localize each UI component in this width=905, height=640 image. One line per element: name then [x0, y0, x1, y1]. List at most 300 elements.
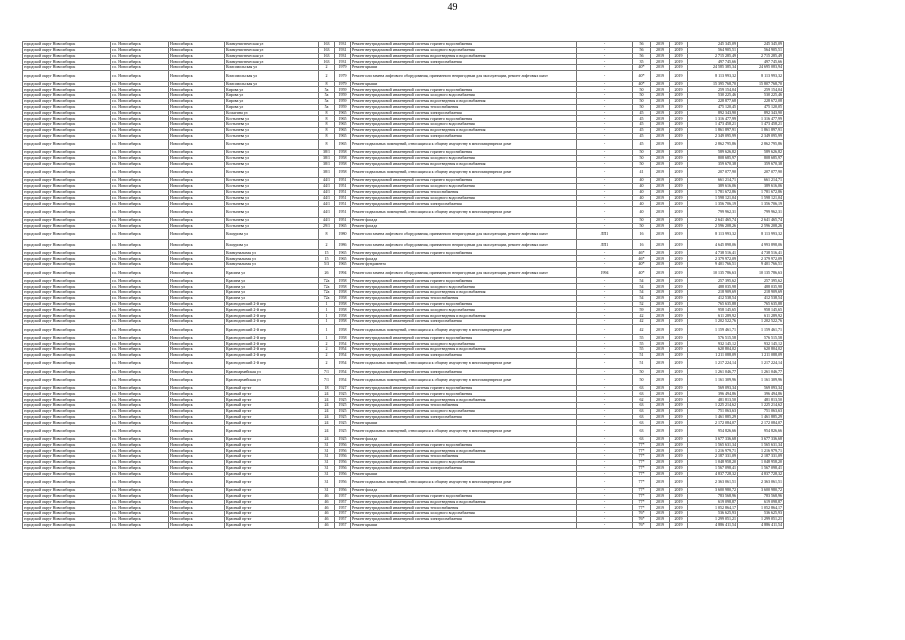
cell-house: 24: [319, 426, 335, 437]
cell-cost: 4 645 898,06: [688, 239, 738, 250]
cell-wear: 55: [633, 335, 651, 341]
cell-end-year: 2019: [670, 65, 688, 71]
cell-district: городской округ Новосибирск: [23, 307, 111, 313]
cell-work-type: Ремонт внутридомовой инженерной системы электроснабжения: [351, 319, 577, 325]
cell-settlement: г.о. Новосибирск: [111, 81, 169, 87]
cell-settlement: г.о. Новосибирск: [111, 127, 169, 133]
cell-house: 15: [319, 256, 335, 262]
cell-cost-total: 1 473 458,21: [738, 122, 784, 128]
cell-lift: -: [577, 256, 633, 262]
cell-cost: 228 877,68: [688, 98, 738, 104]
cell-cost: 497 745,66: [688, 59, 738, 65]
cell-cost: 751 063,63: [688, 408, 738, 414]
cell-work-type: Ремонт внутридомовой инженерной системы холодного водоснабжения: [351, 155, 577, 161]
cell-start-year: 2019: [651, 397, 670, 403]
cell-work-type: Ремонт подвальных помещений, относящихся к общему имуществу в многоквартирном доме: [351, 426, 577, 437]
cell-lift: -: [577, 155, 633, 161]
cell-lift: -: [577, 454, 633, 460]
cell-work-type: Ремонт фасада: [351, 217, 577, 223]
cell-district: городской округ Новосибирск: [23, 301, 111, 307]
cell-work-type: Ремонт или замена лифтового оборудования, признанного непригодным для эксплуатации, ремонт лифтовых шахт: [351, 267, 577, 278]
cell-work-type: Ремонт внутридомовой инженерной системы холодного водоснабжения: [351, 122, 577, 128]
cell-year: 1956: [335, 448, 351, 454]
cell-wear: 63: [633, 426, 651, 437]
table-row: [23, 375, 784, 386]
cell-cost-total: 564 905,51: [738, 47, 784, 53]
cell-settlement: г.о. Новосибирск: [111, 301, 169, 307]
cell-lift: -: [577, 369, 633, 375]
cell-settlement: г.о. Новосибирск: [111, 183, 169, 189]
cell-end-year: 2019: [670, 436, 688, 442]
cell-city: Новосибирск: [169, 70, 225, 81]
cell-start-year: 2019: [651, 477, 670, 488]
cell-cost-total: 259 154,04: [738, 87, 784, 93]
cell-work-type: Ремонт фундамента: [351, 262, 577, 268]
cell-year: 1965: [335, 223, 351, 229]
cell-lift: -: [577, 341, 633, 347]
cell-settlement: г.о. Новосибирск: [111, 442, 169, 448]
cell-district: городской округ Новосибирск: [23, 104, 111, 110]
cell-cost: 564 905,51: [688, 47, 738, 53]
cell-cost: 3 600 980,72: [688, 487, 738, 493]
cell-work-type: Ремонт крыши: [351, 471, 577, 477]
cell-wear: 45: [633, 133, 651, 139]
cell-end-year: 2019: [670, 375, 688, 386]
cell-street: Коммунистическая ул: [225, 47, 319, 53]
cell-year: 1951: [335, 178, 351, 184]
cell-cost-total: 589 626,82: [738, 150, 784, 156]
table-row: [23, 324, 784, 335]
cell-lift: -: [577, 183, 633, 189]
cell-cost-total: 569 093,34: [738, 385, 784, 391]
cell-end-year: 2019: [670, 465, 688, 471]
cell-cost: 1 461 885,29: [688, 414, 738, 420]
cell-end-year: 2019: [670, 267, 688, 278]
cell-house: 1: [319, 313, 335, 319]
cell-start-year: 2019: [651, 127, 670, 133]
cell-year: 1980: [335, 229, 351, 240]
cell-end-year: 2019: [670, 459, 688, 465]
cell-lift: -: [577, 195, 633, 201]
cell-work-type: Ремонт внутридомовой инженерной системы теплоснабжения: [351, 104, 577, 110]
cell-end-year: 2019: [670, 201, 688, 207]
cell-district: городской округ Новосибирск: [23, 183, 111, 189]
cell-cost-total: 2 379 972,09: [738, 256, 784, 262]
cell-start-year: 2019: [651, 256, 670, 262]
cell-cost-total: 207 077,90: [738, 167, 784, 178]
cell-house: 44/1: [319, 189, 335, 195]
cell-district: городской округ Новосибирск: [23, 448, 111, 454]
cell-city: Новосибирск: [169, 408, 225, 414]
cell-district: городской округ Новосибирск: [23, 511, 111, 517]
cell-street: Коммунистическая ул: [225, 59, 319, 65]
cell-city: Новосибирск: [169, 358, 225, 369]
cell-lift: -: [577, 347, 633, 353]
cell-end-year: 2019: [670, 516, 688, 522]
cell-start-year: 2019: [651, 516, 670, 522]
cell-street: Красный пр-кт: [225, 448, 319, 454]
table-row: [23, 522, 784, 528]
cell-street: Красный пр-кт: [225, 454, 319, 460]
cell-cost: 2 715 285,49: [688, 53, 738, 59]
cell-street: Костычева ул: [225, 150, 319, 156]
cell-city: Новосибирск: [169, 448, 225, 454]
cell-cost-total: 1 225 214,62: [738, 403, 784, 409]
cell-district: городской округ Новосибирск: [23, 217, 111, 223]
cell-lift: -: [577, 324, 633, 335]
cell-cost-total: 497 745,66: [738, 59, 784, 65]
cell-street: Косыгина ул: [225, 110, 319, 116]
cell-start-year: 2019: [651, 104, 670, 110]
cell-work-type: Ремонт внутридомовой инженерной системы холодного водоснабжения: [351, 307, 577, 313]
cell-street: Красный пр-кт: [225, 403, 319, 409]
cell-street: Красный пр-кт: [225, 522, 319, 528]
cell-lift: -: [577, 487, 633, 493]
cell-year: 1954: [335, 358, 351, 369]
cell-settlement: г.о. Новосибирск: [111, 189, 169, 195]
cell-house: 5а: [319, 104, 335, 110]
cell-lift: -: [577, 420, 633, 426]
cell-wear: 52: [633, 301, 651, 307]
cell-start-year: 2019: [651, 369, 670, 375]
cell-cost: 10 135 786,63: [688, 267, 738, 278]
cell-cost-total: 661 214,71: [738, 178, 784, 184]
cell-start-year: 2019: [651, 499, 670, 505]
cell-street: Кошурова ул: [225, 229, 319, 240]
cell-wear: 76*: [633, 516, 651, 522]
cell-city: Новосибирск: [169, 278, 225, 284]
cell-city: Новосибирск: [169, 347, 225, 353]
cell-house: 72а: [319, 295, 335, 301]
cell-work-type: Ремонт внутридомовой инженерной системы горячего водоснабжения: [351, 178, 577, 184]
cell-settlement: г.о. Новосибирск: [111, 133, 169, 139]
cell-street: Костычева ул: [225, 167, 319, 178]
cell-year: 1965: [335, 250, 351, 256]
cell-work-type: Ремонт внутридомовой инженерной системы горячего водоснабжения: [351, 150, 577, 156]
cell-wear: 40: [633, 207, 651, 218]
cell-start-year: 2019: [651, 347, 670, 353]
cell-house: 163: [319, 59, 335, 65]
cell-house: 31: [319, 487, 335, 493]
cell-lift: -: [577, 42, 633, 48]
cell-street: Красина ул: [225, 284, 319, 290]
cell-year: 1965: [335, 122, 351, 128]
cell-wear: 63: [633, 391, 651, 397]
cell-year: 1925: [335, 420, 351, 426]
cell-city: Новосибирск: [169, 477, 225, 488]
cell-street: Кирова ул: [225, 93, 319, 99]
cell-cost: 2 349 095,99: [688, 133, 738, 139]
cell-year: 1925: [335, 426, 351, 437]
cell-wear: 63: [633, 420, 651, 426]
cell-house: 24: [319, 403, 335, 409]
cell-cost-total: 10 135 786,63: [738, 267, 784, 278]
cell-wear: 77*: [633, 505, 651, 511]
cell-house: 31: [319, 477, 335, 488]
cell-year: 1925: [335, 391, 351, 397]
cell-wear: 54: [633, 284, 651, 290]
cell-start-year: 2019: [651, 87, 670, 93]
cell-year: 1927: [335, 385, 351, 391]
cell-cost: 1 567 098,41: [688, 465, 738, 471]
cell-district: городской округ Новосибирск: [23, 319, 111, 325]
cell-start-year: 2019: [651, 341, 670, 347]
cell-cost-total: 932 145,12: [738, 341, 784, 347]
cell-cost-total: 530 225,46: [738, 93, 784, 99]
cell-year: 1965: [335, 116, 351, 122]
cell-lift: -: [577, 319, 633, 325]
cell-start-year: 2019: [651, 420, 670, 426]
cell-lift: -: [577, 133, 633, 139]
cell-end-year: 2019: [670, 250, 688, 256]
cell-house: 7/1: [319, 375, 335, 386]
cell-year: 1958: [335, 313, 351, 319]
cell-cost: 808 685,97: [688, 155, 738, 161]
cell-city: Новосибирск: [169, 155, 225, 161]
cell-end-year: 2019: [670, 522, 688, 528]
cell-wear: 45: [633, 139, 651, 150]
cell-cost: 1 161 309,96: [688, 375, 738, 386]
cell-cost: 620 804,02: [688, 347, 738, 353]
cell-city: Новосибирск: [169, 369, 225, 375]
cell-lift: -: [577, 217, 633, 223]
cell-work-type: Ремонт внутридомовой инженерной системы водоотведения и водоснабжения: [351, 448, 577, 454]
cell-cost: 9 401 766,51: [688, 262, 738, 268]
cell-district: городской округ Новосибирск: [23, 341, 111, 347]
cell-work-type: Ремонт внутридомовой инженерной системы электроснабжения: [351, 352, 577, 358]
cell-street: Кошурова ул: [225, 239, 319, 250]
cell-cost: 619 098,87: [688, 499, 738, 505]
cell-street: Красный пр-кт: [225, 477, 319, 488]
cell-lift: -: [577, 426, 633, 437]
table-row: [23, 167, 784, 178]
cell-lift: -: [577, 167, 633, 178]
cell-settlement: г.о. Новосибирск: [111, 295, 169, 301]
cell-district: городской округ Новосибирск: [23, 223, 111, 229]
cell-year: 1958: [335, 335, 351, 341]
cell-city: Новосибирск: [169, 313, 225, 319]
cell-year: 1951: [335, 183, 351, 189]
cell-house: 29/1: [319, 223, 335, 229]
cell-cost: 1 565 631,34: [688, 442, 738, 448]
cell-lift: -: [577, 408, 633, 414]
cell-street: Костычева ул: [225, 116, 319, 122]
cell-settlement: г.о. Новосибирск: [111, 324, 169, 335]
cell-start-year: 2019: [651, 189, 670, 195]
cell-lift: -: [577, 516, 633, 522]
cell-district: городской округ Новосибирск: [23, 278, 111, 284]
cell-year: 1956: [335, 471, 351, 477]
cell-wear: 40*: [633, 267, 651, 278]
cell-year: 1957: [335, 493, 351, 499]
cell-wear: 51: [633, 352, 651, 358]
cell-cost: 1 299 051,21: [688, 516, 738, 522]
cell-cost-total: 2 349 095,99: [738, 133, 784, 139]
cell-street: Костычева ул: [225, 155, 319, 161]
cell-work-type: Ремонт внутридомовой инженерной системы теплоснабжения: [351, 403, 577, 409]
cell-house: 8: [319, 139, 335, 150]
cell-start-year: 2019: [651, 493, 670, 499]
cell-street: Красный пр-кт: [225, 391, 319, 397]
cell-street: Коммунальная ул: [225, 256, 319, 262]
cell-cost-total: 9 401 766,51: [738, 262, 784, 268]
cell-year: 1958: [335, 155, 351, 161]
cell-end-year: 2019: [670, 70, 688, 81]
cell-lift: ЛП1: [577, 239, 633, 250]
cell-start-year: 2019: [651, 471, 670, 477]
cell-year: 1956: [335, 442, 351, 448]
cell-cost-total: 1 048 958,20: [738, 459, 784, 465]
cell-end-year: 2019: [670, 471, 688, 477]
cell-lift: -: [577, 201, 633, 207]
cell-street: Костычева ул: [225, 201, 319, 207]
cell-cost-total: 751 063,63: [738, 408, 784, 414]
cell-lift: -: [577, 295, 633, 301]
cell-street: Комсомольская ул: [225, 70, 319, 81]
cell-start-year: 2019: [651, 426, 670, 437]
cell-end-year: 2019: [670, 110, 688, 116]
cell-cost: 1 211 088,09: [688, 352, 738, 358]
cell-year: 1951: [335, 201, 351, 207]
cell-settlement: г.о. Новосибирск: [111, 178, 169, 184]
cell-street: Краснодонский 2-й пер: [225, 341, 319, 347]
cell-start-year: 2019: [651, 239, 670, 250]
cell-wear: 56: [633, 53, 651, 59]
cell-end-year: 2019: [670, 295, 688, 301]
cell-start-year: 2019: [651, 47, 670, 53]
cell-cost-total: 24 695 083,94: [738, 65, 784, 71]
cell-year: 1925: [335, 436, 351, 442]
cell-cost: 389 616,06: [688, 183, 738, 189]
cell-city: Новосибирск: [169, 375, 225, 386]
cell-cost: 1 861 897,91: [688, 127, 738, 133]
cell-end-year: 2019: [670, 183, 688, 189]
cell-work-type: Ремонт внутридомовой инженерной системы водоотведения и водоснабжения: [351, 499, 577, 505]
cell-work-type: Ремонт внутридомовой инженерной системы горячего водоснабжения: [351, 391, 577, 397]
cell-house: 44/1: [319, 217, 335, 223]
cell-settlement: г.о. Новосибирск: [111, 239, 169, 250]
cell-cost: 892 343,90: [688, 110, 738, 116]
cell-work-type: Ремонт внутридомовой инженерной системы водоотведения и водоснабжения: [351, 347, 577, 353]
cell-cost-total: 1 299 051,21: [738, 516, 784, 522]
cell-end-year: 2019: [670, 442, 688, 448]
cell-end-year: 2019: [670, 139, 688, 150]
cell-lift: -: [577, 65, 633, 71]
cell-cost: 1 261 046,77: [688, 369, 738, 375]
cell-start-year: 2019: [651, 448, 670, 454]
cell-district: городской округ Новосибирск: [23, 324, 111, 335]
cell-cost-total: 488 035,98: [738, 284, 784, 290]
cell-wear: 45: [633, 127, 651, 133]
cell-start-year: 2019: [651, 161, 670, 167]
cell-house: 44/1: [319, 195, 335, 201]
cell-cost-total: 2 715 285,49: [738, 53, 784, 59]
cell-district: городской округ Новосибирск: [23, 426, 111, 437]
cell-start-year: 2019: [651, 70, 670, 81]
cell-work-type: Ремонт внутридомовой инженерной системы холодного водоснабжения: [351, 47, 577, 53]
cell-cost-total: 3 677 336,68: [738, 436, 784, 442]
cell-settlement: г.о. Новосибирск: [111, 122, 169, 128]
cell-end-year: 2019: [670, 161, 688, 167]
cell-cost: 481 813,50: [688, 397, 738, 403]
cell-year: 1957: [335, 522, 351, 528]
cell-year: 1958: [335, 307, 351, 313]
cell-year: 1925: [335, 403, 351, 409]
table-row: [23, 239, 784, 250]
cell-house: 24: [319, 397, 335, 403]
cell-street: Коммунальная ул: [225, 262, 319, 268]
cell-wear: 77*: [633, 442, 651, 448]
cell-district: городской округ Новосибирск: [23, 352, 111, 358]
cell-cost-total: 1 161 309,96: [738, 375, 784, 386]
cell-work-type: Ремонт подвальных помещений, относящихся к общему имуществу в многоквартирном доме: [351, 167, 577, 178]
cell-wear: 40: [633, 201, 651, 207]
cell-start-year: 2019: [651, 262, 670, 268]
cell-wear: 50: [633, 375, 651, 386]
cell-city: Новосибирск: [169, 324, 225, 335]
cell-house: 2: [319, 239, 335, 250]
cell-work-type: Ремонт внутридомовой инженерной системы холодного водоснабжения: [351, 284, 577, 290]
cell-cost: 259 154,04: [688, 87, 738, 93]
cell-house: 5/3: [319, 262, 335, 268]
cell-year: 1959: [335, 104, 351, 110]
cell-house: 72а: [319, 290, 335, 296]
cell-cost: 576 515,58: [688, 335, 738, 341]
cell-street: Краснодонский 2-й пер: [225, 301, 319, 307]
cell-end-year: 2019: [670, 499, 688, 505]
cell-start-year: 2019: [651, 207, 670, 218]
cell-house: 8: [319, 81, 335, 87]
cell-street: Костычева ул: [225, 127, 319, 133]
cell-lift: -: [577, 493, 633, 499]
cell-city: Новосибирск: [169, 183, 225, 189]
cell-settlement: г.о. Новосибирск: [111, 448, 169, 454]
cell-cost-total: 1 217 224,14: [738, 358, 784, 369]
cell-lift: -: [577, 335, 633, 341]
cell-year: 1958: [335, 319, 351, 325]
cell-house: 2: [319, 358, 335, 369]
cell-start-year: 2019: [651, 59, 670, 65]
cell-settlement: г.о. Новосибирск: [111, 167, 169, 178]
cell-year: 1954: [335, 341, 351, 347]
cell-city: Новосибирск: [169, 93, 225, 99]
cell-start-year: 2019: [651, 465, 670, 471]
cell-district: городской округ Новосибирск: [23, 189, 111, 195]
cell-wear: 50: [633, 104, 651, 110]
cell-district: городской округ Новосибирск: [23, 436, 111, 442]
cell-street: Костычева ул: [225, 139, 319, 150]
cell-house: 46: [319, 516, 335, 522]
cell-city: Новосибирск: [169, 499, 225, 505]
cell-settlement: г.о. Новосибирск: [111, 195, 169, 201]
cell-city: Новосибирск: [169, 150, 225, 156]
cell-work-type: Ремонт внутридомовой инженерной системы электроснабжения: [351, 516, 577, 522]
cell-street: Коммунальная ул: [225, 250, 319, 256]
cell-district: городской округ Новосибирск: [23, 477, 111, 488]
cell-work-type: Ремонт или замена лифтового оборудования, признанного непригодным для эксплуатации, ремонт лифтовых шахт: [351, 229, 577, 240]
cell-street: Краснодонский 2-й пер: [225, 347, 319, 353]
cell-city: Новосибирск: [169, 290, 225, 296]
cell-district: городской округ Новосибирск: [23, 391, 111, 397]
cell-work-type: Ремонт внутридомовой инженерной системы горячего водоснабжения: [351, 116, 577, 122]
cell-end-year: 2019: [670, 178, 688, 184]
cell-start-year: 2019: [651, 53, 670, 59]
cell-wear: 16: [633, 229, 651, 240]
cell-wear: 55: [633, 341, 651, 347]
cell-city: Новосибирск: [169, 53, 225, 59]
cell-city: Новосибирск: [169, 511, 225, 517]
cell-house: 18: [319, 385, 335, 391]
